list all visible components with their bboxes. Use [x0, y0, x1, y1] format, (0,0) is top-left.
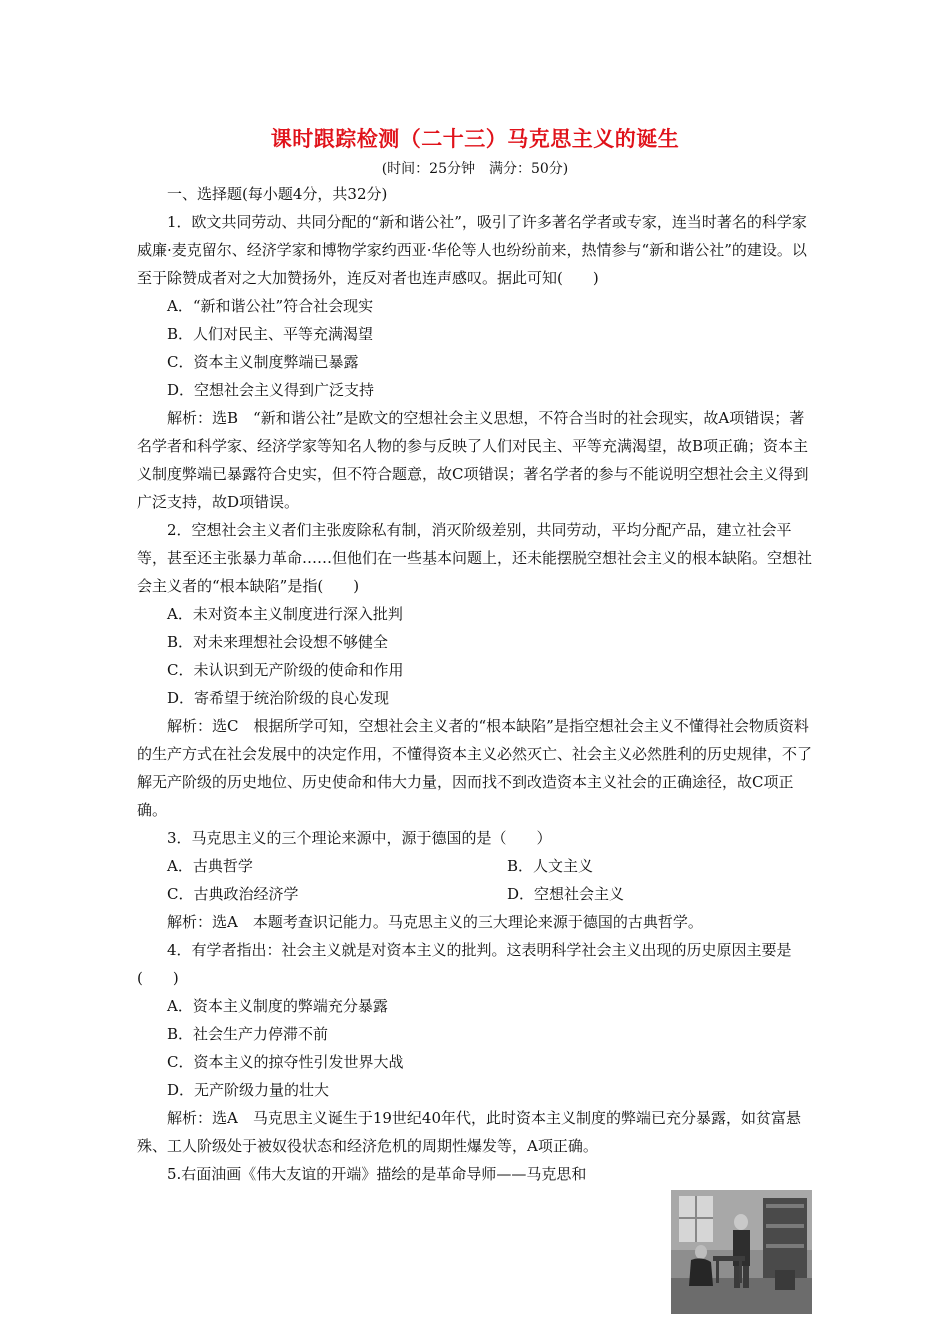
question-3-option-c: C．古典政治经济学	[167, 885, 299, 903]
section-heading: 一、选择题(每小题4分，共32分)	[167, 185, 388, 203]
question-3-option-d: D．空想社会主义	[507, 885, 625, 903]
question-2-option-a: A．未对资本主义制度进行深入批判	[167, 605, 403, 623]
question-4-option-c: C．资本主义的掠夺性引发世界大战	[167, 1053, 404, 1071]
page-title: 课时跟踪检测（二十三）马克思主义的诞生	[270, 127, 680, 151]
question-3-option-a: A．古典哲学	[167, 857, 253, 875]
document-body	[137, 180, 817, 1188]
question-4-option-a: A．资本主义制度的弊端充分暴露	[167, 997, 388, 1015]
question-2-stem: 2．空想社会主义者们主张废除私有制，消灭阶级差别，共同劳动，平均分配产品，建立社会平等，甚至还主张暴力革命……但他们在一些基本问题上，还未能摆脱空想社会主义的根本缺陷。空想社会主义者的“根本缺陷”是指( )	[137, 521, 813, 595]
question-3-analysis: 解析：选A 本题考查识记能力。马克思主义的三大理论来源于德国的古典哲学。	[167, 913, 703, 931]
question-4-option-b: B．社会生产力停滞不前	[167, 1025, 329, 1043]
question-4-stem: 4．有学者指出：社会主义就是对资本主义的批判。这表明科学社会主义出现的历史原因主要是( )	[137, 941, 792, 987]
question-1-option-b: B．人们对民主、平等充满渴望	[167, 325, 374, 343]
question-3-stem: 3．马克思主义的三个理论来源中，源于德国的是（ ）	[167, 829, 552, 847]
question-1-analysis: 解析：选B “新和谐公社”是欧文的空想社会主义思想，不符合当时的社会现实，故A项错误；著名学者和科学家、经济学家等知名人物的参与反映了人们对民主、平等充满渴望，故B项正确；资本主义制度弊端已暴露符合史实，但不符合题意，故C项错误；著名学者的参与不能说明空想社会主义得到广泛支持，故D项错误。	[137, 409, 809, 511]
question-4-option-d: D．无产阶级力量的壮大	[167, 1081, 330, 1099]
question-1-option-c: C．资本主义制度弊端已暴露	[167, 353, 359, 371]
question-3-options-row-1	[137, 852, 817, 880]
question-5-stem: 5.右面油画《伟大友谊的开端》描绘的是革命导师——马克思和	[167, 1165, 587, 1183]
page-subtitle: (时间：25分钟 满分：50分)	[381, 161, 569, 177]
question-3-option-b: B．人文主义	[507, 857, 594, 875]
question-2-option-c: C．未认识到无产阶级的使命和作用	[167, 661, 404, 679]
question-1-option-d: D．空想社会主义得到广泛支持	[167, 381, 375, 399]
question-3-options-row-2	[137, 880, 817, 908]
question-2-option-d: D．寄希望于统治阶级的良心发现	[167, 689, 390, 707]
question-2-analysis: 解析：选C 根据所学可知，空想社会主义者的“根本缺陷”是指空想社会主义不懂得社会物质资料的生产方式在社会发展中的决定作用，不懂得资本主义必然灭亡、社会主义必然胜利的历史规律，不了解无产阶级的历史地位、历史使命和伟大力量，因而找不到改造资本主义社会的正确途径，故C项正确。	[137, 717, 813, 819]
oil-painting-image	[671, 1190, 812, 1314]
question-1-stem: 1．欧文共同劳动、共同分配的“新和谐公社”，吸引了许多著名学者或专家，连当时著名的科学家威廉·麦克留尔、经济学家和博物学家约西亚·华伦等人也纷纷前来，热情参与“新和谐公社”的建设。以至于除赞成者对之大加赞扬外，连反对者也连声感叹。据此可知( )	[137, 213, 807, 287]
question-4-analysis: 解析：选A 马克思主义诞生于19世纪40年代，此时资本主义制度的弊端已充分暴露，如贫富悬殊、工人阶级处于被奴役状态和经济危机的周期性爆发等，A项正确。	[137, 1109, 802, 1155]
question-1-option-a: A．“新和谐公社”符合社会现实	[167, 297, 374, 315]
question-2-option-b: B．对未来理想社会设想不够健全	[167, 633, 389, 651]
